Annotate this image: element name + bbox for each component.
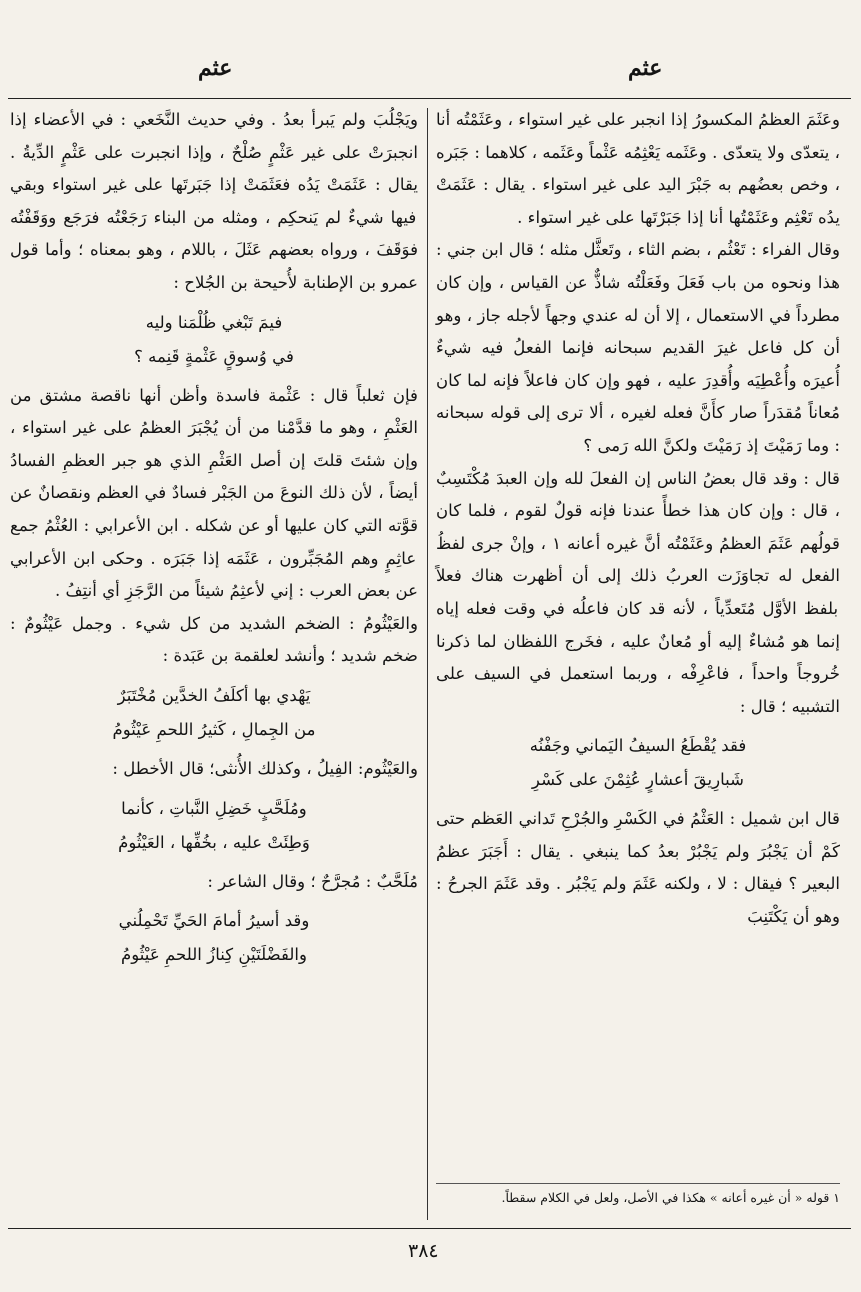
paragraph: [436, 234, 840, 462]
paragraph: [436, 803, 840, 933]
text-line: أنَّ غيره أعانه ١ ، وإنْ جرى لفظُ الفعل له تجاوَزَت: [436, 533, 840, 586]
text-line: فعَثَمَتْ إذا جَبَرتَها على غير استواء وبقي فيها شيءٌ لم: [10, 175, 417, 227]
text-line: الجَبْر فسادٌ في العظم ونقصانٌ عن قوَّته التي كان عليها: [10, 483, 418, 535]
text-line: له عندي وجهاً لأجله جاز ، وهو أن كل فاعل غيرَ: [436, 305, 840, 358]
text-line: وعَثَمْتُه أنا ، يتعدّى ولا يتعدّى . وعَثَمه يَعْثِمُه: [436, 110, 840, 162]
bottom-rule: [8, 1228, 851, 1229]
verse-line: والفَضْلَتَيْنِ كِنازُ اللحمِ عَيْثُومُ: [120, 945, 308, 965]
text-line: يقال : أَجَبَرَ عظمُ البعير ؟ فيقال : لا ، ولكنه عَثَمَ: [436, 841, 840, 894]
paragraph: [10, 380, 418, 608]
text-line: والعَيْثُوم: الفِيلُ ، وكذلك الأُنثى؛ قال الأخطل :: [112, 758, 418, 778]
text-line: مُقدَراً صار كأَنَّ فعله لغيره ، ألا ترى إلى قوله: [484, 403, 803, 423]
text-line: يَنحكِم ، ومثله من البناء رَجَعْتُه فرَجَع ووَقَفْتُه: [10, 207, 318, 227]
text-line: وقال الفراء : تَعْثُم ، بضم الثاء ، وتَعثَّل مثله ؛ قال: [503, 240, 840, 260]
text-line: وعَثَمَ العظمُ المكسورُ إذا انجبر على غير استواء ،: [502, 110, 841, 129]
verse-line: شَبارِيقَ أعشارٍ عُثِمْنَ على كَسْرِ: [531, 770, 745, 790]
text-line: المُجَبِّرون ، عَثَمَه إذا جَبَرَه . وحكى ابن الأعرابي: [10, 548, 344, 568]
header-rule: [8, 98, 851, 99]
text-line: مُتَعدِّياً ، لأنه قد كان فاعلُه في وقت فعله إياه: [436, 598, 756, 618]
text-line: عَثْماً وعَثَمه ، كلاهما : جَبَره ، وخص بعضُهم به: [436, 142, 840, 195]
page-number: ٣٨٤: [408, 1240, 439, 1262]
text-line: عن القياس ، وإن كان مطرداً في الاستعمال ، إلا أن: [436, 272, 840, 325]
left-column: [10, 104, 418, 978]
verse: [10, 792, 418, 860]
verse-line: يَهْدي بها أكلَفُ الخدَّين مُخْتَبَرٌ: [117, 685, 311, 705]
paragraph: [10, 608, 418, 673]
text-line: القديم سبحانه فإنما الفعلُ فيه شيءٌ أُعيرَه وأُعْطِيَه: [436, 338, 840, 390]
text-line: أنتِفُ .: [54, 581, 97, 601]
column-divider: [427, 108, 428, 1220]
text-line: ويَجْلُبَ ولم يَبرأ بعدُ . وفي حديث النَّخَعي : في: [84, 110, 418, 129]
paragraph: [436, 463, 840, 724]
text-line: تَعْثِم وعَثَمْتُها أنا إذا جَبَرْتَها على غير استواء .: [517, 207, 813, 227]
text-line: من العَثْمِ ، وهو ما قدَّمْنا من أن يُجْبَرَ العظمُ على: [10, 385, 418, 438]
verse-line: وقد أسيرُ أمامَ الحَيِّ تَحْمِلُني: [118, 911, 310, 931]
text-line: غير استواء ، وإن شئتَ قلتَ إن أصل العَثْمِ الذي: [10, 418, 418, 470]
text-line: الأعضاء إذا انجبرَتْ على غير عَثْمٍ صُلْحٌ ، وإذا: [10, 110, 418, 162]
text-line: قولٌ لقوم ، فلما كان قولُهم عَثَمَ العظمُ وعَثَمْتُه: [436, 501, 840, 553]
text-line: ذكرنا خُروجاً واحداً ، فاعْرِفْه ، وربما استعمل في: [436, 631, 840, 684]
text-line: العَظم حتى كَمْ أن يَجْبُرَ ولم يَجْبُرْ بعدُ كما ينبغي .: [436, 809, 840, 861]
paragraph: [10, 866, 418, 899]
text-line: انجبرت على عَثْمٍ الدِّيةُ . يقال : عَثَمَتْ يَدُه: [10, 142, 418, 195]
text-line: سبحانه : وما رَمَيْتَ إذ رَمَيْتَ ولكنَّ الله رَمى ؟: [436, 403, 840, 455]
verse-line: فيمَ تَبْغي ظُلْمَنا وليه: [145, 312, 283, 332]
text-line: إنما هو مُشاءٌ إليه أو مُعانٌ عليه ، فخَرج اللفظان لما: [470, 631, 840, 651]
footnote-rule: [436, 1183, 840, 1184]
text-line: أو عن شكله . ابن الأعرابي : العُثْمُ جمع عاثِمٍ وهم: [10, 515, 417, 568]
text-line: وأُقدِرَ عليه ، فهو وإن كان فاعلاً فإنه لما كان مُعاناً: [436, 370, 840, 423]
verse: [10, 904, 418, 972]
text-line: مُكْتَسِبٌ ، قال : وإن كان هذا خطأً عندنا فإنه: [436, 468, 840, 521]
text-line: هو جبر العظمِ الفسادُ أيضاً ، لأن ذلك النوعَ من: [10, 450, 418, 503]
text-line: قال ابن شميل : العَثْمُ في الكَسْرِ والجُرْحِ تَداني: [513, 809, 840, 829]
right-column: [436, 104, 840, 934]
header-word-left: عثم: [198, 55, 233, 81]
header-word-right: عثم: [628, 55, 663, 81]
paragraph: [10, 753, 418, 786]
verse-line: في وُسوقٍ عَثْمةٍ قَنِمه ؟: [134, 346, 294, 366]
verse-line: ومُلَحَّبٍ خَضِلِ النَّباتِ ، كأنما: [121, 798, 307, 818]
verse-line: فقد يُقْطَعُ السيفُ اليَماني وجَفْنُه: [529, 736, 747, 756]
verse: [10, 306, 418, 374]
text-line: عن بعض العرب : إني لأعثِمُ شيئاً من الرَّجَزِ أي: [96, 581, 418, 601]
text-line: مُلَحَّبٌ : مُجرَّحٌ ؛ وقال الشاعر :: [207, 871, 418, 891]
text-line: عَيْثُومٌ : ضخم شديد ؛ وأنشد لعلقمة بن عَبَدة :: [10, 613, 418, 666]
text-line: قال : وقد قال بعضُ الناس إن الفعلَ لله وإن العبدَ: [490, 468, 840, 488]
verse-line: وَطِئَتْ عليه ، بخُفِّها ، العَيْثُومُ: [118, 832, 310, 852]
text-line: فوَقَفَ ، ورواه بعضهم عَثَلَ ، باللام ، وهو بمعناه ؛: [71, 240, 419, 260]
verse: [10, 679, 418, 747]
paragraph: [436, 104, 840, 234]
text-line: العربُ ذلك إلى أن أظهرت هناك فعلاً بلفظ الأوَّل: [436, 566, 839, 618]
text-line: فإن ثعلباً قال : عَثْمة فاسدة وأظن أنها ناقصة مشتق: [31, 385, 418, 405]
text-line: والعَيْثُومُ : الضخم الشديد من كل شيء . وجمل: [63, 613, 418, 633]
footnote: ١ قوله « أن غيره أعانه » هكذا في الأصل، ولعل في الكلام سقطاً.: [501, 1190, 840, 1205]
text-line: ولم يَجْبُر . وقد عَثَمَ الجرحُ : وهو أن يَكْتَنِبَ: [436, 874, 840, 927]
verse-line: من الجِمالِ ، كَثيرُ اللحمِ عَيْثُومُ: [112, 719, 316, 739]
text-line: السيف على التشبيه ؛ قال :: [436, 664, 840, 716]
text-line: ابن جني : هذا ونحوه من باب فَعَلَ وفَعَلْتُه شاذٌّ: [436, 240, 840, 292]
text-line: جَبْرَ اليد على غير استواء . يقال : عَثَمَتْ يدُه: [436, 175, 840, 227]
verse: [436, 729, 840, 797]
paragraph: [10, 104, 418, 300]
text-line: وأما قول عمرو بن الإطنابة لأُحيحة بن الجُلاح :: [10, 240, 418, 292]
